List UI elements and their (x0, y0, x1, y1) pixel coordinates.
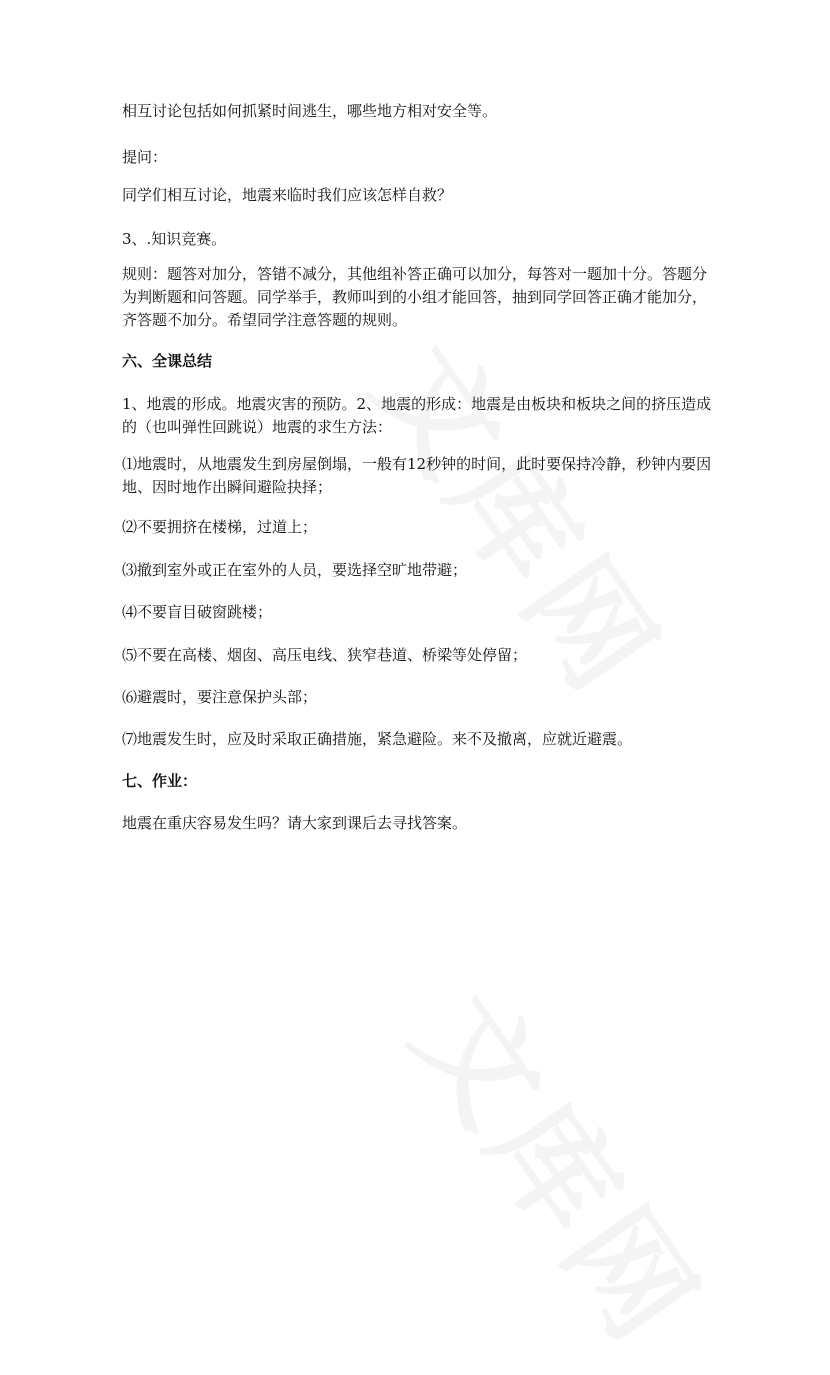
paragraph-rules: 规则：题答对加分，答错不减分，其他组补答正确可以加分，每答对一题加十分。答题分为判断题和问答题。同学举手，教师叫到的小组才能回答，抽到同学回答正确才能加分，齐答题不加分。希望同学注意答题的规则。 (122, 265, 708, 329)
paragraph-knowledge-contest: 3、.知识竞赛。 (122, 230, 227, 248)
paragraph-discussion-note: 相互讨论包括如何抓紧时间逃生，哪些地方相对安全等。 (122, 102, 498, 120)
watermark (383, 957, 748, 1375)
list-item-3: ⑶撤到室外或正在室外的人员，要选择空旷地带避； (122, 561, 468, 579)
list-item-4: ⑷不要盲目破窗跳楼； (122, 603, 273, 621)
paragraph-homework: 地震在重庆容易发生吗？请大家到课后去寻找答案。 (122, 814, 468, 832)
list-item-1: ⑴地震时，从地震发生到房屋倒塌，一般有12秒钟的时间，此时要保持冷静，秒钟内要因地、因时地作出瞬间避险抉择； (122, 455, 712, 496)
list-item-7: ⑺地震发生时，应及时采取正确措施，紧急避险。来不及撤离，应就近避震。 (122, 730, 633, 748)
section-heading-summary: 六、全课总结 (122, 352, 213, 370)
paragraph-question-label: 提问： (122, 148, 168, 166)
section-heading-homework: 七、作业： (122, 772, 198, 790)
paragraph-summary-intro: 1、地震的形成。地震灾害的预防。2、地震的形成：地震是由板块和板块之间的挤压造成的（也叫弹性回跳说）地震的求生方法： (122, 395, 712, 436)
list-item-2: ⑵不要拥挤在楼梯，过道上； (122, 518, 318, 536)
paragraph-question: 同学们相互讨论，地震来临时我们应该怎样自救？ (122, 186, 453, 204)
list-item-6: ⑹避震时，要注意保护头部； (122, 688, 318, 706)
list-item-5: ⑸不要在高楼、烟囱、高压电线、狭窄巷道、桥梁等处停留； (122, 646, 528, 664)
